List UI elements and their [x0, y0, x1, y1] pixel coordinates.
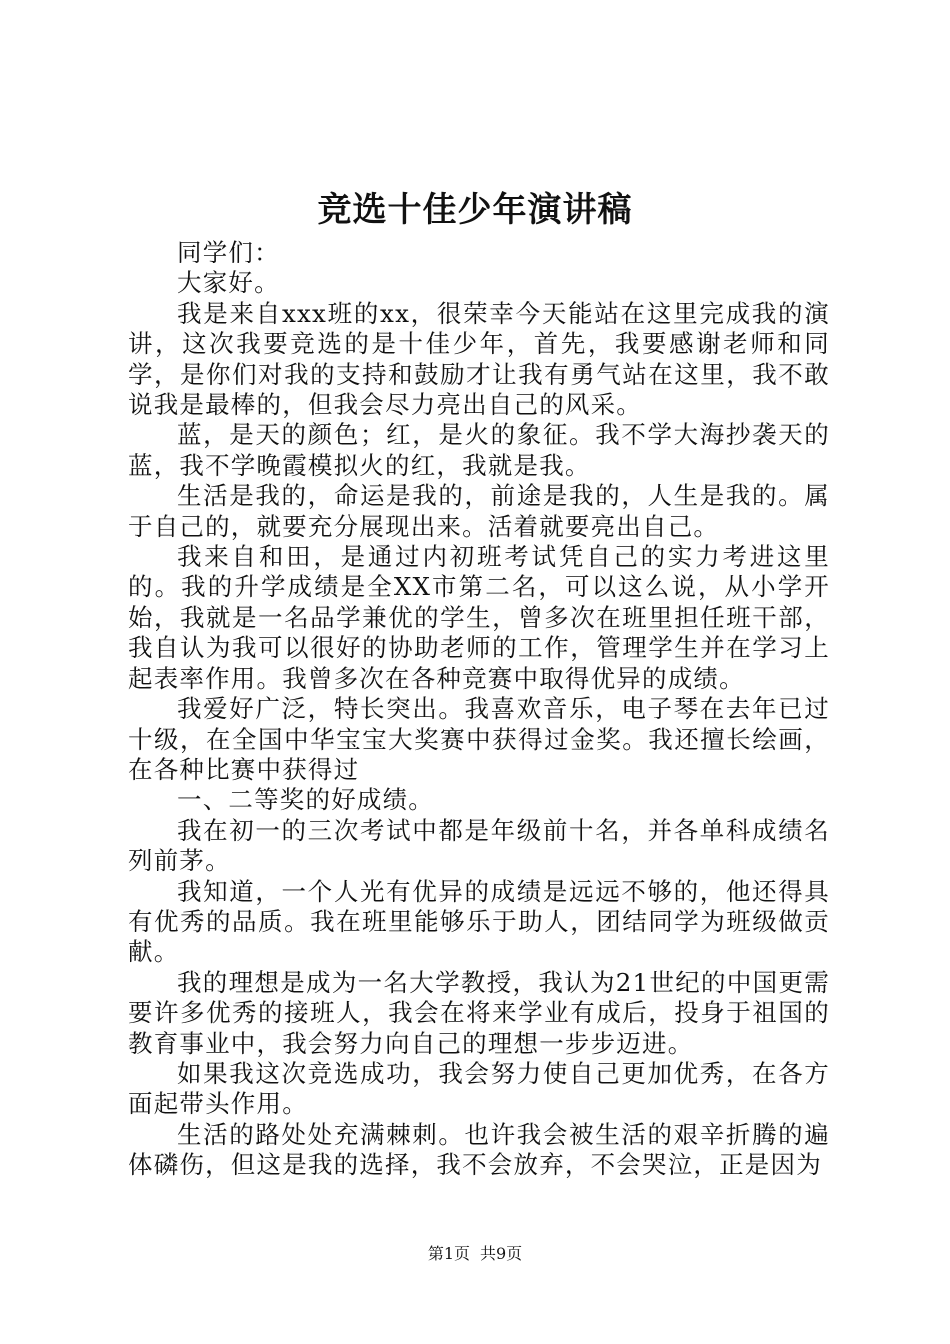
paragraph-life: 生活是我的，命运是我的，前途是我的，人生是我的。属于自己的，就要充分展现出来。活着就要亮出自己。 [128, 481, 830, 541]
page-total: 共9页 [480, 1244, 523, 1263]
paragraph-hello: 大家好。 [177, 268, 280, 298]
paragraph-colors: 蓝，是天的颜色；红，是火的象征。我不学大海抄袭天的蓝，我不学晚霞模拟火的红，我就是我。 [128, 420, 830, 480]
paragraph-promise: 如果我这次竞选成功，我会努力使自己更加优秀，在各方面起带头作用。 [128, 1058, 830, 1119]
paragraph-character: 我知道，一个人光有优异的成绩是远远不够的，他还得具有优秀的品质。我在班里能够乐于助人，团结同学为班级做贡献。 [128, 876, 830, 967]
paragraph-greeting: 同学们： [177, 238, 280, 267]
paragraph-hobbies: 我爱好广泛，特长突出。我喜欢音乐，电子琴在去年已过十级，在全国中华宝宝大奖赛中获得过金奖。我还擅长绘画，在各种比赛中获得过 [128, 694, 830, 784]
paragraph-road: 生活的路处处充满棘刺。也许我会被生活的艰辛折腾的遍体磷伤，但这是我的选择，我不会放弃，不会哭泣，正是因为 [128, 1119, 830, 1180]
paragraph-background: 我来自和田，是通过内初班考试凭自己的实力考进这里的。我的升学成绩是全XX市第二名，可以这么说，从小学开始，我就是一名品学兼优的学生，曾多次在班里担任班干部，我自认为我可以很好的协助老师的工作，管理学生并在学习上起表率作用。我曾多次在各种竞赛中取得优异的成绩。 [128, 542, 830, 693]
paragraph-awards: 一、二等奖的好成绩。 [177, 785, 434, 815]
paragraph-ideal: 我的理想是成为一名大学教授，我认为21世纪的中国更需要许多优秀的接班人，我会在将来学业有成后，投身于祖国的教育事业中，我会努力向自己的理想一步步迈进。 [128, 967, 830, 1058]
document-title: 竞选十佳少年演讲稿 [317, 190, 633, 230]
document-body [128, 238, 830, 1181]
page-footer [0, 1244, 950, 1264]
paragraph-intro: 我是来自xxx班的xx，很荣幸今天能站在这里完成我的演讲，这次我要竞选的是十佳少年，首先，我要感谢老师和同学，是你们对我的支持和鼓励才让我有勇气站在这里，我不敢说我是最棒的，但我会尽力亮出自己的风采。 [128, 298, 830, 420]
page-number: 第1页 [427, 1244, 470, 1263]
paragraph-exams: 我在初一的三次考试中都是年级前十名，并各单科成绩名列前茅。 [128, 815, 830, 876]
